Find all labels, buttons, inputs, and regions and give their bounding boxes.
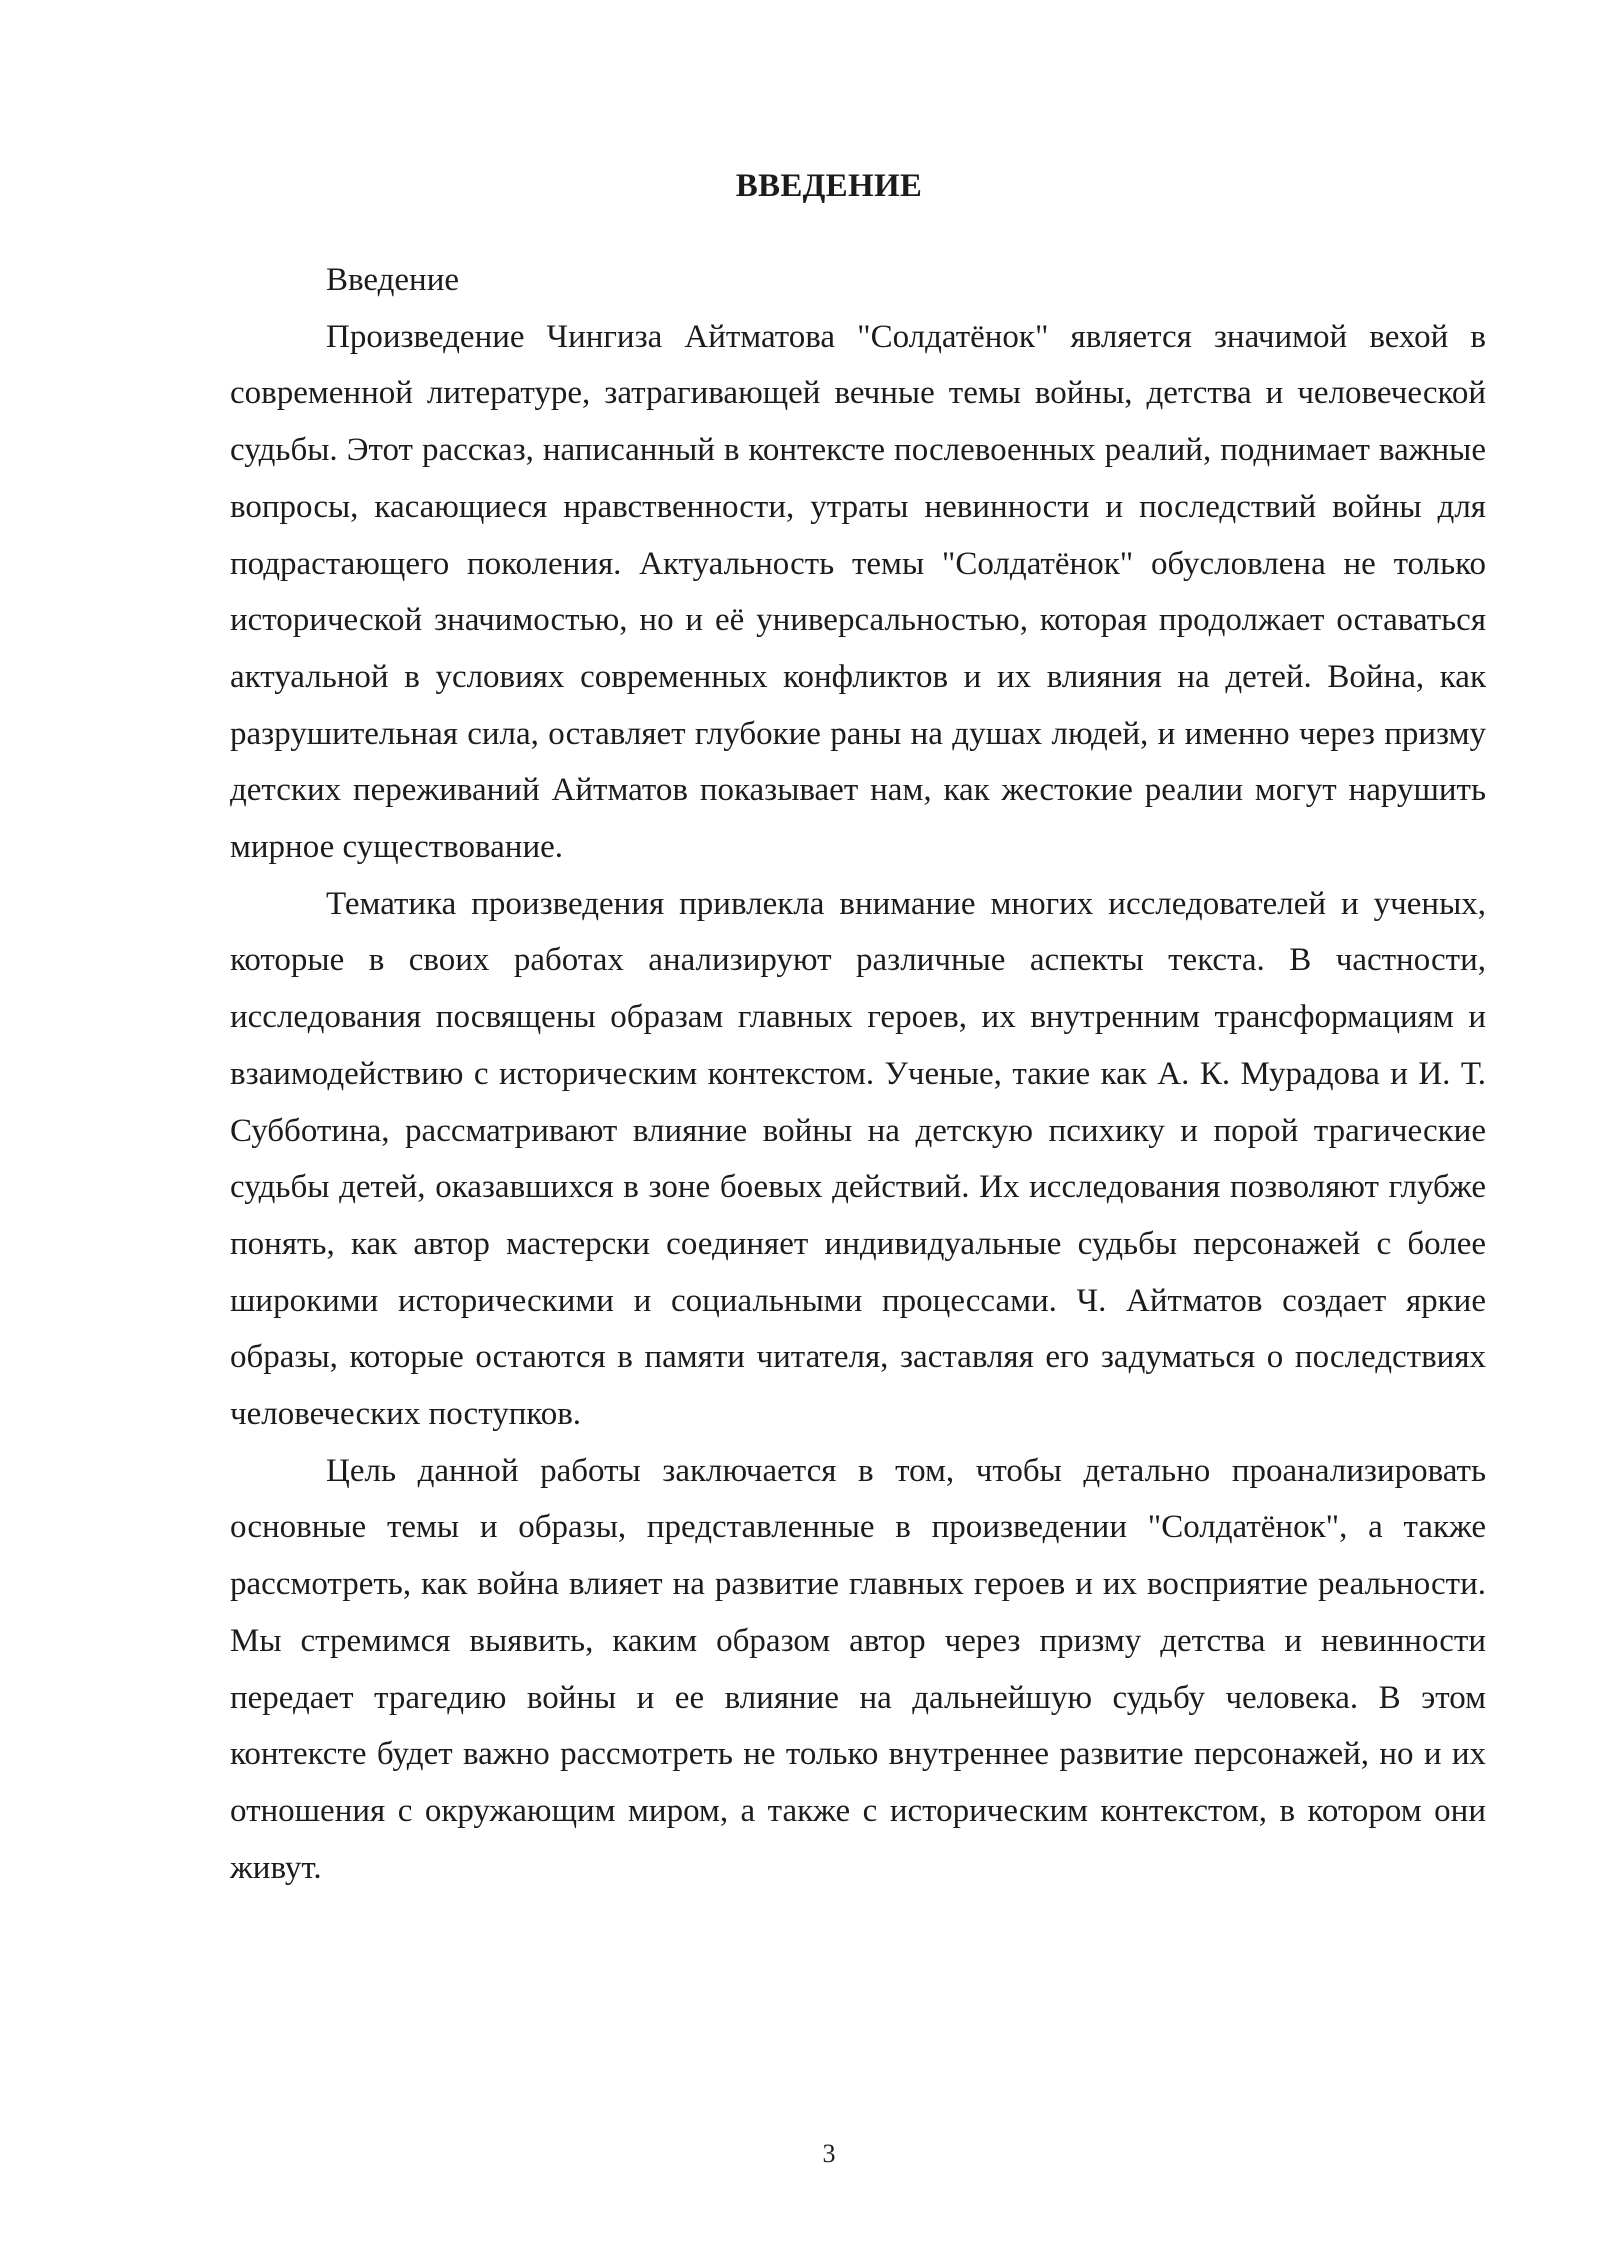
page-title: ВВЕДЕНИЕ [735, 168, 923, 204]
paragraph-research: Тематика произведения привлекла внимание многих исследователей и ученых, которые в своих работах анализируют различные аспекты текста. В частности, исследования посвящены образам главных героев, их внутренним трансформациям и взаимодействию с историческим контекстом. Ученые, такие как А. К. Мурадова и И. Т. Субботина, рассматривают влияние войны на детскую психику и порой трагические судьбы детей, оказавшихся в зоне боевых действий. Их исследования позволяют глубже понять, как автор мастерски соединяет индивидуальные судьбы персонажей с более широкими историческими и социальными процессами. Ч. Айтматов создает яркие образы, которые остаются в памяти читателя, заставляя его задуматься о последствиях человеческих поступков. [230, 885, 1486, 1433]
body-text [230, 252, 1486, 1896]
section-subheading: Введение [326, 262, 460, 298]
page-number: 3 [822, 2139, 836, 2168]
paragraph-goal: Цель данной работы заключается в том, чтобы детально проанализировать основные темы и образы, представленные в произведении "Солдатёнок", а также рассмотреть, как война влияет на развитие главных героев и их восприятие реальности. Мы стремимся выявить, каким образом автор через призму детства и невинности передает трагедию войны и ее влияние на дальнейшую судьбу человека. В этом контексте будет важно рассмотреть не только внутреннее развитие персонажей, но и их отношения с окружающим миром, а также с историческим контекстом, в котором они живут. [230, 1452, 1486, 1886]
paragraph-intro: Произведение Чингиза Айтматова "Солдатёнок" является значимой вехой в современной литературе, затрагивающей вечные темы войны, детства и человеческой судьбы. Этот рассказ, написанный в контексте послевоенных реалий, поднимает важные вопросы, касающиеся нравственности, утраты невинности и последствий войны для подрастающего поколения. Актуальность темы "Солдатёнок" обусловлена не только исторической значимостью, но и её универсальностью, которая продолжает оставаться актуальной в условиях современных конфликтов и их влияния на детей. Война, как разрушительная сила, оставляет глубокие раны на душах людей, и именно через призму детских переживаний Айтматов показывает нам, как жестокие реалии могут нарушить мирное существование. [230, 318, 1486, 866]
